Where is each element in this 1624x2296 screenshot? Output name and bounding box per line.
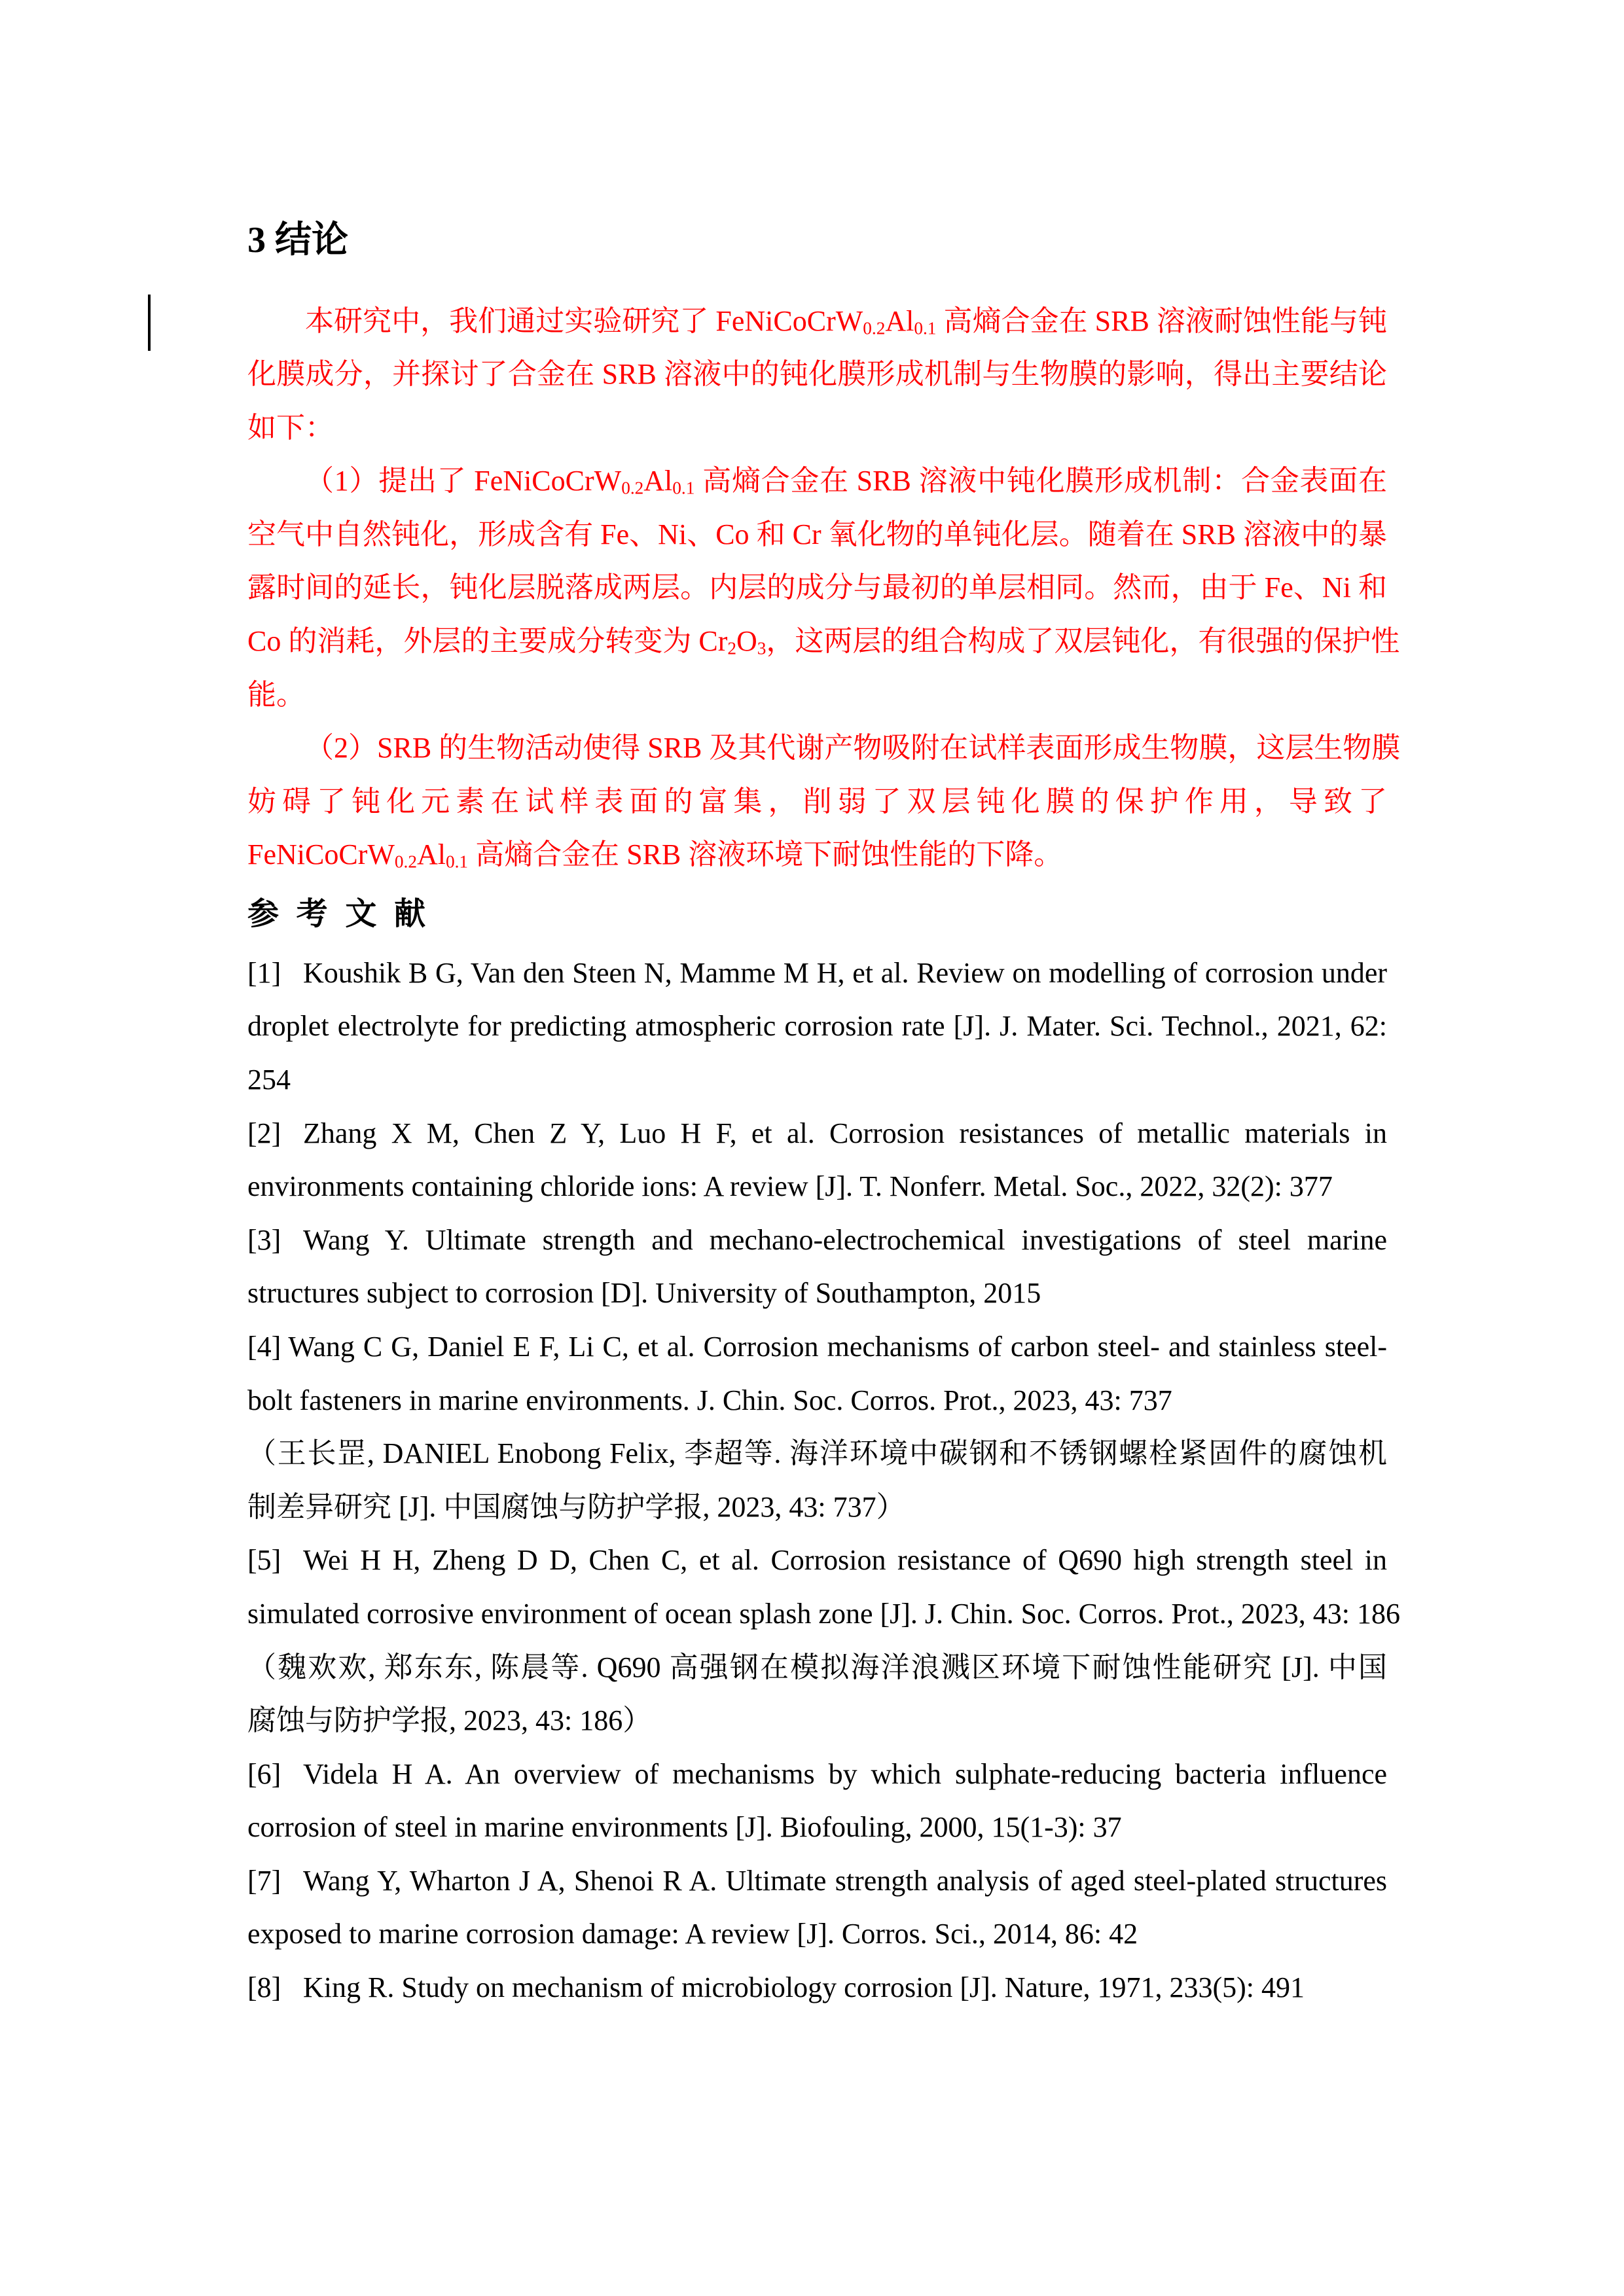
conclusion-line	[247, 828, 1387, 882]
reference-line	[247, 946, 1387, 1000]
reference-item	[247, 1534, 1400, 1747]
section-number: 3	[247, 220, 266, 260]
reference-number: [8]	[247, 1971, 281, 2004]
conclusion-line	[247, 561, 1387, 615]
reference-item	[247, 1107, 1387, 1213]
reference-text: Zhang X M, Chen Z Y, Luo H F, et al. Corrosion resistances of metallic materials in	[303, 1117, 1387, 1149]
subscript: 0.1	[445, 852, 469, 872]
conclusion-line	[247, 615, 1400, 668]
conclusion-paragraph-2	[247, 721, 1401, 882]
reference-line	[247, 1107, 1387, 1160]
text-run: O	[736, 625, 757, 658]
reference-number: [5]	[247, 1544, 281, 1577]
subscript: 0.2	[394, 852, 417, 872]
text-run: 高熵合金在 SRB 溶液中钝化膜形成机制：合金表面在	[695, 465, 1387, 497]
text-run: FeNiCoCrW	[247, 838, 395, 871]
conclusion-line	[247, 454, 1387, 508]
text-run: Al	[416, 838, 446, 871]
reference-text: Videla H A. An overview of mechanisms by which sulphate-reducing bacteria influence	[303, 1757, 1387, 1790]
reference-line	[247, 1961, 1387, 2015]
reference-line: （魏欢欢, 郑东东, 陈晨等. Q690 高强钢在模拟海洋浪溅区环境下耐蚀性能研究 [J]. 中国	[247, 1651, 1387, 1683]
conclusion-line	[247, 775, 1387, 829]
text-run: Co 的消耗，外层的主要成分转变为 Cr	[247, 625, 728, 658]
reference-number: [4]	[247, 1330, 281, 1363]
text-run: 露时间的延长，钝化层脱落成两层。内层的成分与最初的单层相同。然而，由于 Fe、Ni 和	[247, 571, 1387, 604]
reference-text: Wang Y. Ultimate strength and mechano-electrochemical investigations of steel marine	[303, 1223, 1387, 1256]
text-run: 高熵合金在 SRB 溶液环境下耐蚀性能的下降。	[468, 838, 1063, 871]
reference-item	[247, 1320, 1387, 1534]
reference-line: bolt fasteners in marine environments. J. Chin. Soc. Corros. Prot., 2023, 43: 737	[247, 1384, 1172, 1416]
subscript: 3	[757, 638, 767, 658]
reference-line: corrosion of steel in marine environments [J]. Biofouling, 2000, 15(1-3): 37	[247, 1811, 1122, 1844]
text-run: （1）提出了 FeNiCoCrW	[305, 465, 622, 497]
reference-item	[247, 1854, 1387, 1961]
subscript: 0.2	[863, 317, 886, 338]
text-run: Al	[885, 304, 914, 337]
reference-line	[247, 1213, 1387, 1267]
reference-item	[247, 1748, 1387, 1854]
reference-line	[247, 1534, 1387, 1587]
text-run: （2）SRB 的生物活动使得 SRB 及其代谢产物吸附在试样表面形成生物膜，这层生物膜	[305, 732, 1401, 764]
reference-item	[247, 1961, 1387, 2015]
reference-line: structures subject to corrosion [D]. University of Southampton, 2015	[247, 1277, 1041, 1310]
reference-line	[247, 1854, 1387, 1908]
reference-line: （王长罡, DANIEL Enobong Felix, 李超等. 海洋环境中碳钢和不锈钢螺栓紧固件的腐蚀机	[247, 1437, 1387, 1470]
reference-line: droplet electrolyte for predicting atmospheric corrosion rate [J]. J. Mater. Sci. Technol., 2021, 62:	[247, 1010, 1387, 1043]
subscript: 0.2	[621, 478, 644, 498]
text-run: Al	[643, 465, 673, 497]
reference-item	[247, 1213, 1387, 1320]
reference-line: 254	[247, 1063, 291, 1096]
conclusion-line	[247, 295, 1387, 348]
reference-text: King R. Study on mechanism of microbiology corrosion [J]. Nature, 1971, 233(5): 491	[303, 1971, 1305, 2004]
text-run: 化膜成分，并探讨了合金在 SRB 溶液中的钝化膜形成机制与生物膜的影响，得出主要结论	[247, 358, 1387, 391]
conclusion-line	[247, 401, 1387, 455]
conclusion-body	[247, 295, 1401, 882]
reference-text: Wei H H, Zheng D D, Chen C, et al. Corrosion resistance of Q690 high strength steel in	[303, 1544, 1387, 1577]
text-run: ，这两层的组合构成了双层钝化，有很强的保护性	[766, 625, 1400, 658]
conclusion-paragraph-intro	[247, 295, 1387, 455]
subscript: 0.1	[672, 478, 695, 498]
text-run: 空气中自然钝化，形成含有 Fe、Ni、Co 和 Cr 氧化物的单钝化层。随着在 SRB 溶液中的暴	[247, 518, 1387, 550]
reference-number: [3]	[247, 1223, 281, 1256]
section-heading	[247, 214, 348, 266]
conclusion-line	[247, 721, 1401, 775]
conclusion-paragraph-1	[247, 454, 1400, 721]
conclusion-line	[247, 508, 1387, 562]
section-title: 结论	[275, 220, 348, 260]
references-list	[247, 946, 1400, 2015]
subscript: 2	[727, 638, 736, 658]
reference-number: [7]	[247, 1864, 281, 1897]
references-heading: 参 考 文 献	[247, 896, 425, 931]
reference-number: [2]	[247, 1117, 281, 1149]
text-run: 如下：	[247, 411, 334, 444]
reference-text: Wang Y, Wharton J A, Shenoi R A. Ultimate strength analysis of aged steel-plated structures	[303, 1864, 1387, 1897]
reference-text: Koushik B G, Van den Steen N, Mamme M H, et al. Review on modelling of corrosion under	[303, 956, 1387, 989]
reference-number: [6]	[247, 1757, 281, 1790]
reference-item	[247, 946, 1387, 1107]
reference-line: 制差异研究 [J]. 中国腐蚀与防护学报, 2023, 43: 737）	[247, 1490, 905, 1523]
reference-line	[247, 1748, 1387, 1801]
text-run: 本研究中，我们通过实验研究了 FeNiCoCrW	[305, 304, 863, 337]
text-run: 妨碍了钝化元素在试样表面的富集，削弱了双层钝化膜的保护作用，导致了	[247, 785, 1387, 817]
subscript: 0.1	[914, 317, 937, 338]
reference-line: 腐蚀与防护学报, 2023, 43: 186）	[247, 1704, 652, 1737]
text-run: 能。	[247, 678, 305, 711]
reference-line: environments containing chloride ions: A review [J]. T. Nonferr. Metal. Soc., 2022, 32(2): 377	[247, 1170, 1333, 1203]
conclusion-line	[247, 668, 1387, 722]
conclusion-line	[247, 348, 1387, 401]
reference-number: [1]	[247, 956, 281, 989]
change-bar	[148, 295, 151, 351]
reference-line: simulated corrosive environment of ocean splash zone [J]. J. Chin. Soc. Corros. Prot., 2023, 43: 186	[247, 1597, 1400, 1630]
reference-line: exposed to marine corrosion damage: A review [J]. Corros. Sci., 2014, 86: 42	[247, 1918, 1138, 1950]
reference-text: Wang C G, Daniel E F, Li C, et al. Corrosion mechanisms of carbon steel- and stainless steel-	[288, 1330, 1387, 1363]
reference-line	[247, 1320, 1387, 1374]
text-run: 高熵合金在 SRB 溶液耐蚀性能与钝	[936, 304, 1387, 337]
